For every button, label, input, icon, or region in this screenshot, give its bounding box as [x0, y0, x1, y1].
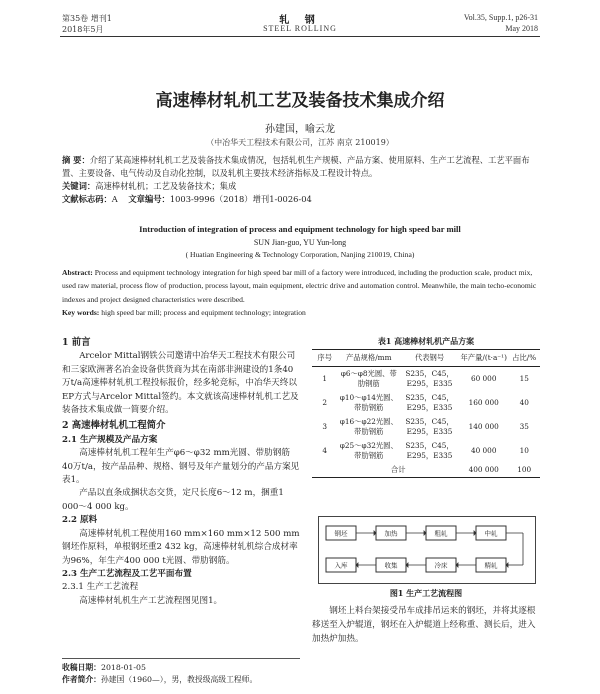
english-keywords-text: high speed bar mill; process and equipment technology; integration	[101, 307, 306, 317]
footnote	[62, 658, 300, 686]
english-keywords-label: Key words:	[62, 307, 100, 317]
table-cell: φ6～φ8光圆、带肋钢筋	[340, 369, 397, 388]
section-1-title: 1 前言	[62, 337, 91, 348]
flow-node-billet: 钢坯	[334, 529, 348, 538]
abstract-en	[62, 266, 538, 319]
class-value: A	[111, 194, 118, 204]
table-cell: φ25～φ32光圆、带肋钢筋	[339, 441, 398, 460]
section-2-3-1-paragraph: 高速棒材轧机生产工艺流程图见图1。	[79, 595, 223, 606]
left-column	[62, 334, 300, 608]
article-no-label: 文章编号：	[128, 194, 170, 204]
abstract-cn	[62, 154, 538, 206]
flow-node-heating: 加热	[384, 529, 398, 538]
table-total-label: 合计	[337, 463, 459, 478]
section-1-paragraph: Arcelor Mittal钢铁公司邀请中冶华天工程技术有限公司和三家欧洲著名冶金设备供货商为其在南部非洲建设的1条40万t/a高速棒材轧机工程投标报价，经多轮竞标，中冶华天终以EP方式与Arcelor Mittal签约。本文就该高速棒材轧机工艺及装备技术集成做一简要介绍。	[62, 351, 299, 416]
table-row	[312, 367, 540, 392]
table-cell: 160 000	[468, 398, 499, 407]
affiliation: （中冶华天工程技术有限公司，江苏 南京 210019）	[206, 138, 394, 147]
section-2-2-paragraph: 高速棒材轧机工程使用160 mm×160 mm×12 500 mm钢坯作原料，单根钢坯重2 432 kg，高速棒材轧机综合成材率为96%，年生产400 000 t光圆、带肋钢筋。	[62, 528, 300, 566]
author-bio-label: 作者简介：	[62, 675, 101, 684]
table-row	[312, 415, 540, 439]
article-no: 1003-9996（2018）增刊1-0026-04	[169, 194, 312, 204]
table-total-value: 400 000	[459, 463, 508, 478]
english-abstract-text: Process and equipment technology integration for high speed bar mill of a factory were introduced, including the production scale, product mix, used raw material, process flow of production, process layout, main equipment, electric drive and automation control. Meanwhile, the main techo-economic indexes and project designed characteristics were described.	[62, 268, 537, 304]
section-2-title: 2 高速棒材轧机工程简介	[62, 420, 166, 432]
figure-1-caption: 图1 生产工艺流程图	[389, 588, 463, 598]
flow-node-intermediate: 中轧	[484, 529, 498, 538]
section-2-1-paragraph-1: 高速棒材轧机工程年生产φ6～φ32 mm光圆、带肋钢筋40万t/a，按产品品种、规格、钢号及年产量划分的产品方案见表1。	[62, 448, 300, 486]
flow-node-cooling-bed: 冷床	[434, 561, 448, 570]
right-column-paragraph: 钢坯上料台架接受吊车成排吊运来的钢坯，并将其逐根移送至入炉辊道，钢坯在入炉辊道上经称重、测长后，进入加热炉加热。	[312, 606, 536, 644]
header-date-en: May 2018	[505, 24, 538, 33]
table-total-pct: 100	[508, 463, 540, 478]
flow-node-roughing: 粗轧	[434, 529, 448, 538]
english-abstract-label: Abstract:	[62, 268, 93, 277]
flow-node-storage: 入库	[334, 561, 348, 570]
header-rule	[60, 36, 540, 37]
english-authors: SUN Jian-guo, YU Yun-long	[253, 238, 347, 247]
table-header-grade: 代表钢号	[400, 350, 459, 367]
section-2-3-title: 2.3 生产工艺流程及工艺平面布置	[62, 568, 192, 579]
abstract-label: 摘 要：	[62, 155, 90, 165]
header-journal-cn: 轧 钢	[279, 15, 321, 26]
abstract-text: 介绍了某高速棒材轧机工艺及装备技术集成情况，包括轧机生产规模、产品方案、使用原料、生产工艺流程、工艺平面布置、主要设备、电气传动及自动化控制，以及轧机主要技术经济指标及工程设计特点。	[62, 155, 530, 178]
section-2-1-paragraph-2: 产品以直条成捆状态交货，定尺长度6～12 m，捆重1 000～4 000 kg。	[62, 488, 284, 512]
keywords-label: 关键词：	[62, 181, 96, 191]
english-affiliation: ( Huatian Engineering & Technology Corporation, Nanjing 210019, China)	[185, 250, 415, 259]
table-1	[312, 349, 540, 478]
process-flow-diagram	[318, 516, 536, 584]
page-title: 高速棒材轧机工艺及装备技术集成介绍	[155, 91, 445, 111]
table-header-output: 年产量/(t·a⁻¹)	[459, 350, 508, 367]
table-cell: S235，C45，E295，E335	[405, 417, 454, 436]
table-cell: 3	[322, 422, 328, 431]
flow-node-collection: 收集	[384, 561, 398, 570]
table-cell: 40 000	[470, 446, 497, 455]
table-cell: 140 000	[468, 422, 499, 431]
section-2-3-1-title: 2.3.1 生产工艺流程	[62, 582, 139, 593]
table-header-index: 序号	[312, 350, 337, 367]
received-label: 收稿日期：	[62, 663, 101, 672]
header-volume-cn: 第35卷 增刊1	[62, 14, 112, 23]
table-total-row	[312, 463, 540, 478]
table-header-spec: 产品规格/mm	[337, 350, 400, 367]
received-date: 2018-01-05	[100, 663, 146, 672]
table-cell: 2	[322, 398, 328, 407]
english-title: Introduction of integration of process and equipment technology for high speed bar mill	[139, 224, 461, 234]
table-cell: φ10～φ14光圆、带肋钢筋	[339, 393, 398, 412]
author-bio: 孙建国（1960—），男，教授级高级工程师。	[100, 675, 258, 684]
table-header-share: 占比/%	[508, 350, 540, 367]
section-2-2-title: 2.2 原料	[62, 515, 98, 526]
table-row	[312, 439, 540, 463]
table-row	[312, 391, 540, 415]
table-1-caption: 表1 高速棒材轧机产品方案	[377, 336, 475, 346]
keywords-text: 高速棒材轧机；工艺及装备技术；集成	[95, 181, 237, 191]
class-label: 文献标志码：	[62, 194, 112, 204]
table-cell: 4	[322, 446, 328, 455]
section-2-1-title: 2.1 生产规模及产品方案	[62, 434, 158, 445]
table-cell: φ16～φ22光圆、带肋钢筋	[339, 417, 398, 436]
table-cell: 10	[519, 446, 529, 455]
table-cell: 60 000	[470, 374, 497, 383]
table-cell: 1	[322, 374, 328, 383]
table-cell: 35	[519, 422, 529, 431]
table-cell: 40	[519, 398, 529, 407]
flow-node-finishing: 精轧	[484, 561, 498, 570]
table-cell: S235，C45，E295，E335	[405, 441, 454, 460]
header-volume-en: Vol.35, Supp.1, p26-31	[463, 13, 538, 22]
table-cell: S235，C45，E295，E335	[405, 369, 454, 388]
authors: 孙建国，喻云龙	[265, 124, 335, 135]
header-journal-en: STEEL ROLLING	[263, 24, 337, 33]
table-cell: S235，C45，E295，E335	[405, 393, 454, 412]
table-cell: 15	[519, 374, 529, 383]
header-date-cn: 2018年5月	[62, 25, 104, 34]
